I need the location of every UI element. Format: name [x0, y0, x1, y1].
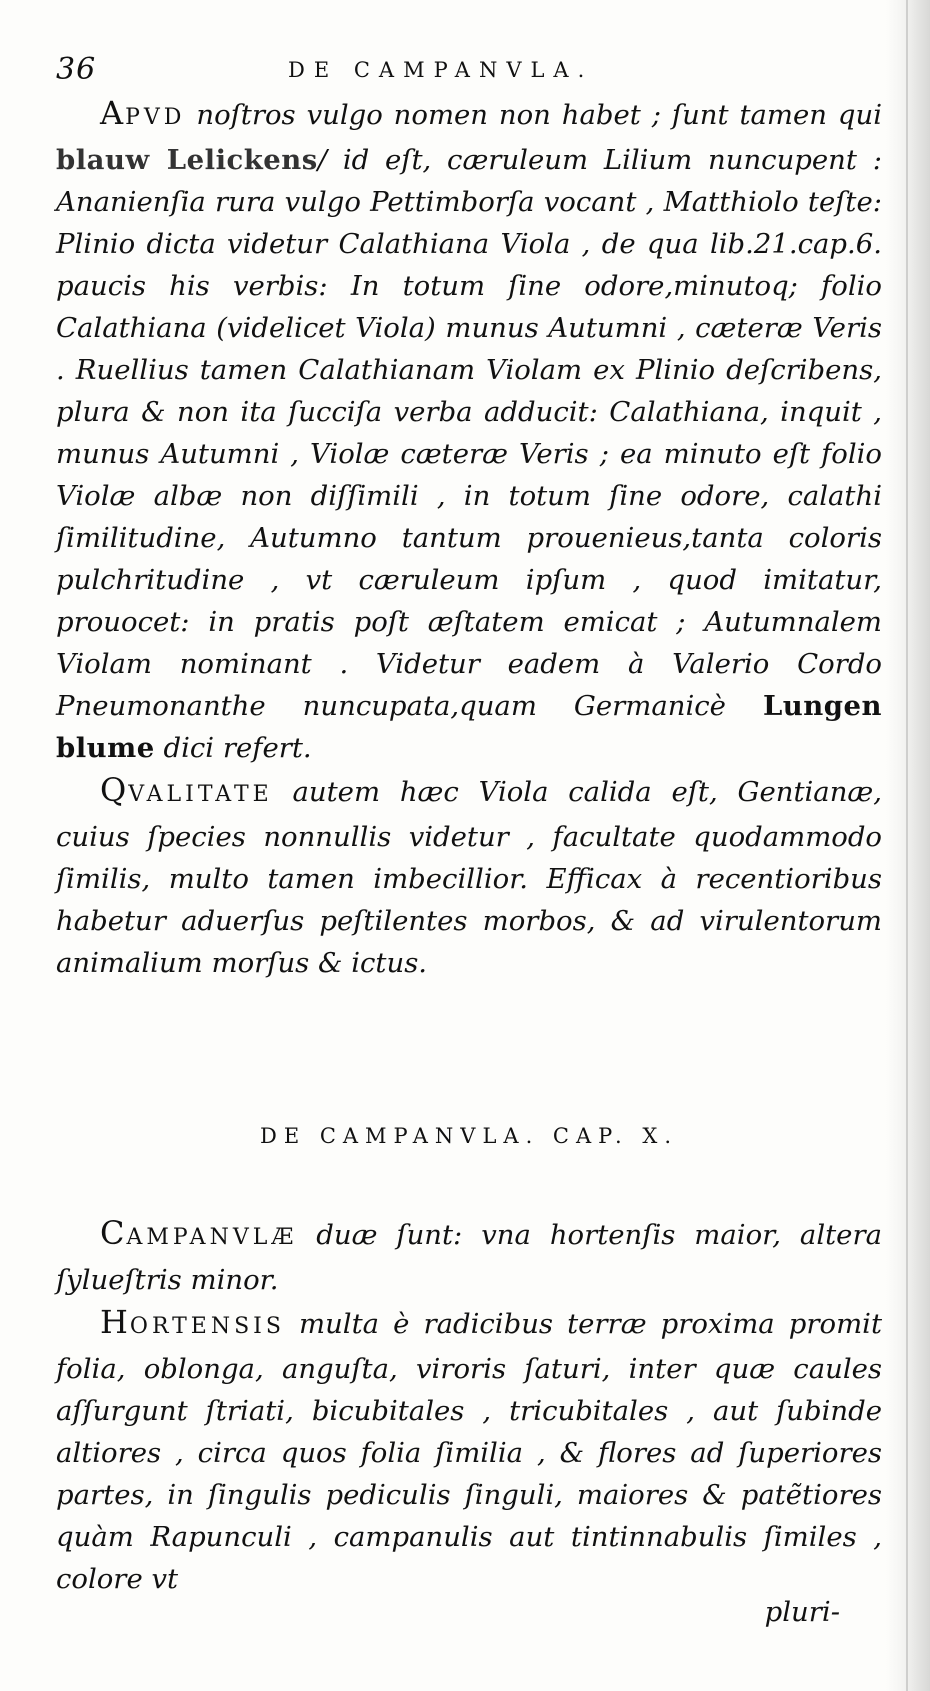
paragraph-text: duæ ſunt: vna hortenſis maior, altera ſylueſtris minor.	[56, 1219, 882, 1296]
blackletter-phrase: Lungen blume	[56, 690, 882, 764]
page-number: 36	[56, 52, 97, 87]
page-edge-shadow	[886, 0, 930, 1691]
paragraph-text: dici refert.	[154, 732, 312, 764]
catchword: pluri-	[764, 1596, 840, 1628]
paragraph-text: multa è radicibus terræ proxima promit folia, oblonga, anguſta, viroris ſaturi, inter quæ caules aſſurgunt ſtriati, bicubitales , tricubitales , aut ſubinde altiores , circa quos folia ſimilia , & flores ad ſuperiores partes, in ſingulis pediculis ſinguli, maiores & patẽtiores quàm Rapunculi , campanulis aut tintinnabulis ſimiles , colore vt	[56, 1308, 882, 1595]
small-caps-word: VALITATE	[128, 782, 273, 807]
initial-letter: H	[100, 1303, 130, 1341]
running-head	[56, 52, 876, 92]
chapter-heading: DE CAMPANVLA. CAP. X.	[259, 1124, 679, 1148]
initial-letter: Q	[100, 771, 129, 809]
binding-line	[906, 0, 908, 1691]
paragraph-qualitate	[56, 769, 882, 984]
small-caps-word: ORTENSIS	[129, 1314, 285, 1339]
initial-letter: A	[100, 94, 126, 132]
paragraph-hortensis	[56, 1301, 882, 1600]
paragraph-apud	[56, 92, 882, 769]
small-caps-word: PVD	[125, 105, 186, 130]
initial-letter: C	[100, 1214, 127, 1252]
paragraph-text: autem hæc Viola calida eſt, Gentianæ, cuius ſpecies nonnullis videtur , facultate quodammodo ſimilis, multo tamen imbecillior. Efficax à recentioribus habetur aduerſus peſtilentes morbos, & ad virulentorum animalium morſus & ictus.	[56, 776, 882, 979]
blackletter-phrase: blauw Lelickens	[56, 144, 318, 176]
paragraph-text: noſtros vulgo nomen non habet ; ſunt tamen qui	[185, 99, 882, 131]
section-viola-text	[56, 92, 882, 984]
section-campanula-text	[56, 1212, 882, 1600]
paragraph-text: / id eſt, cæruleum Lilium nuncupent : Ananienſia rura vulgo Pettimborſa vocant , Matthiolo teſte: Plinio dicta videtur Calathiana Viola , de qua lib.21.cap.6. paucis his verbis: In totum ſine odore,minutoq; folio Calathiana (videlicet Viola) munus Autumni , cæteræ Veris . Ruellius tamen Calathianam Violam ex Plinio deſcribens, plura & non ita ſucciſa verba adducit: Calathiana, inquit , munus Autumni , Violæ cæteræ Veris ; ea minuto eſt folio Violæ albæ non diſſimili , in totum ſine odore, calathi ſimilitudine, Autumno tantum prouenieus,tanta coloris pulchritudine , vt cæruleum ipſum , quod imitatur, prouocet: in pratis poſt æſtatem emicat ; Autumnalem Violam nominant . Videtur eadem à Valerio Cordo Pneumonanthe nuncupata,quam Germanicè	[56, 144, 882, 722]
paragraph-campanulae	[56, 1212, 882, 1301]
small-caps-word: AMPANVLÆ	[126, 1225, 298, 1250]
running-title: DE CAMPANVLA.	[288, 58, 594, 82]
